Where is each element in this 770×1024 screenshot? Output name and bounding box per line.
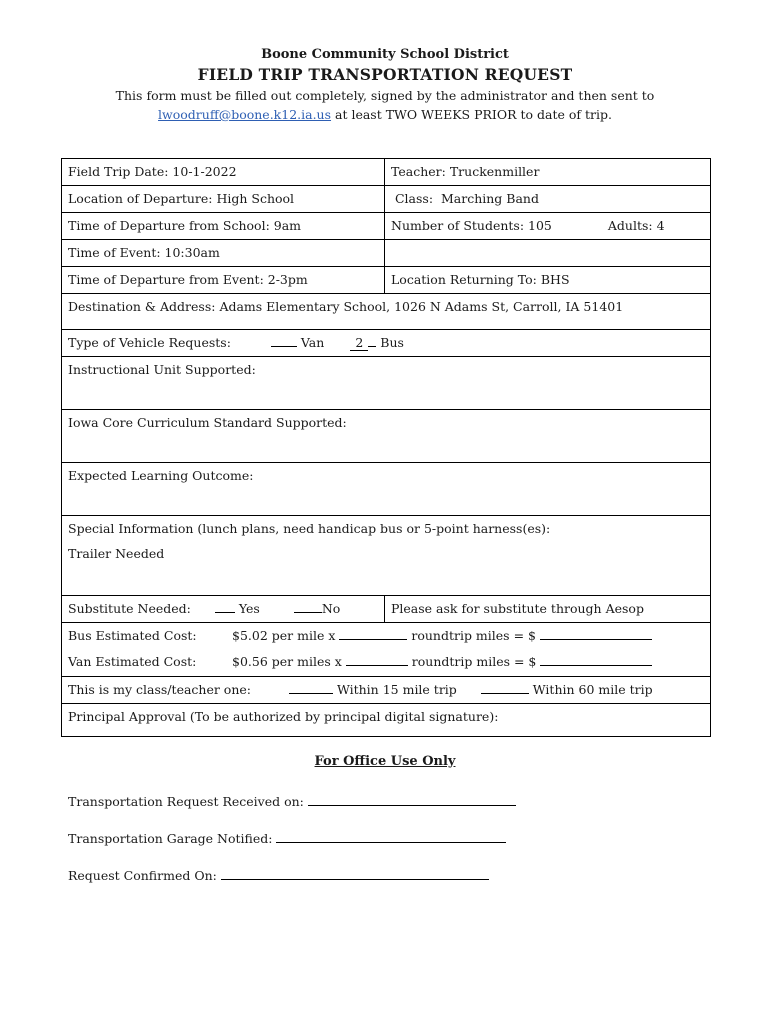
- substitute-yes-blank[interactable]: [215, 598, 235, 613]
- bus-count[interactable]: 2: [350, 336, 368, 351]
- students-count-field: Number of Students: 105: [391, 218, 552, 233]
- class-field[interactable]: Class: Marching Band: [385, 186, 711, 213]
- within-60-blank[interactable]: [481, 679, 529, 694]
- class-teacher-label: This is my class/teacher one:: [68, 682, 251, 697]
- request-form-table: [61, 158, 711, 737]
- event-time-field[interactable]: Time of Event: 10:30am: [62, 240, 385, 267]
- request-received-line[interactable]: [68, 791, 516, 809]
- form-header: [0, 46, 770, 124]
- empty-cell: [385, 240, 711, 267]
- destination-field[interactable]: Destination & Address: Adams Elementary School, 1026 N Adams St, Carroll, IA 51401: [62, 294, 711, 330]
- special-info-field[interactable]: [62, 516, 711, 596]
- departure-time-field[interactable]: Time of Departure from School: 9am: [62, 213, 385, 240]
- bus-total-blank[interactable]: [540, 625, 652, 640]
- event-departure-time-field[interactable]: Time of Departure from Event: 2-3pm: [62, 267, 385, 294]
- students-adults-cell[interactable]: [385, 213, 711, 240]
- garage-notified-label: Transportation Garage Notified:: [68, 831, 273, 846]
- district-name: Boone Community School District: [261, 47, 509, 62]
- teacher-field[interactable]: Teacher: Truckenmiller: [385, 159, 711, 186]
- instructions-line-2: [0, 105, 770, 124]
- instructional-unit-field[interactable]: Instructional Unit Supported:: [62, 357, 711, 410]
- van-cost-rate: $0.56 per miles x: [232, 654, 342, 669]
- substitute-needed-cell[interactable]: [62, 596, 385, 623]
- bus-miles-blank[interactable]: [339, 625, 407, 640]
- substitute-yes-label: Yes: [238, 601, 260, 616]
- van-cost-suffix: roundtrip miles = $: [411, 654, 537, 669]
- van-label: Van: [300, 335, 325, 350]
- instructions-line-1: This form must be filled out completely, signed by the administrator and then sent to: [115, 88, 655, 103]
- within-60-label: Within 60 mile trip: [532, 682, 653, 697]
- principal-approval-field[interactable]: Principal Approval (To be authorized by principal digital signature):: [62, 704, 711, 737]
- estimated-cost-cell[interactable]: [62, 623, 711, 677]
- substitute-no-label: No: [321, 601, 341, 616]
- class-teacher-row[interactable]: [62, 677, 711, 704]
- request-received-blank[interactable]: [308, 791, 516, 806]
- van-blank[interactable]: [271, 332, 297, 347]
- substitute-note: Please ask for substitute through Aesop: [385, 596, 711, 623]
- within-15-label: Within 15 mile trip: [336, 682, 457, 697]
- special-info-label: Special Information (lunch plans, need handicap bus or 5-point harness(es):: [68, 521, 551, 536]
- request-confirmed-label: Request Confirmed On:: [68, 868, 217, 883]
- request-confirmed-line[interactable]: [68, 865, 489, 883]
- learning-outcome-field[interactable]: Expected Learning Outcome:: [62, 463, 711, 516]
- iowa-core-field[interactable]: Iowa Core Curriculum Standard Supported:: [62, 410, 711, 463]
- office-use-title: For Office Use Only: [314, 754, 456, 769]
- form-title: FIELD TRIP TRANSPORTATION REQUEST: [197, 65, 573, 84]
- garage-notified-blank[interactable]: [276, 828, 506, 843]
- bus-cost-suffix: roundtrip miles = $: [411, 628, 536, 643]
- bus-cost-line: [68, 623, 704, 649]
- bus-cost-rate: $5.02 per mile x: [232, 628, 336, 643]
- vehicle-type-label: Type of Vehicle Requests:: [68, 335, 231, 350]
- instructions-deadline: at least TWO WEEKS PRIOR to date of trip.: [331, 107, 612, 122]
- adults-count-field: Adults: 4: [607, 218, 665, 233]
- request-received-label: Transportation Request Received on:: [68, 794, 304, 809]
- within-15-blank[interactable]: [289, 679, 333, 694]
- field-trip-date[interactable]: Field Trip Date: 10-1-2022: [62, 159, 385, 186]
- van-total-blank[interactable]: [540, 651, 652, 666]
- garage-notified-line[interactable]: [68, 828, 506, 846]
- substitute-label: Substitute Needed:: [68, 601, 191, 616]
- special-info-value: Trailer Needed: [68, 546, 165, 561]
- vehicle-type-row[interactable]: [62, 330, 711, 357]
- van-cost-label: Van Estimated Cost:: [68, 654, 197, 669]
- bus-label: Bus: [380, 335, 404, 350]
- bus-cost-label: Bus Estimated Cost:: [68, 628, 197, 643]
- van-cost-line: [68, 649, 704, 675]
- request-confirmed-blank[interactable]: [221, 865, 489, 880]
- van-miles-blank[interactable]: [346, 651, 408, 666]
- departure-location-field[interactable]: Location of Departure: High School: [62, 186, 385, 213]
- return-location-field[interactable]: Location Returning To: BHS: [385, 267, 711, 294]
- substitute-no-blank[interactable]: [294, 598, 322, 613]
- email-link[interactable]: lwoodruff@boone.k12.ia.us: [158, 107, 332, 122]
